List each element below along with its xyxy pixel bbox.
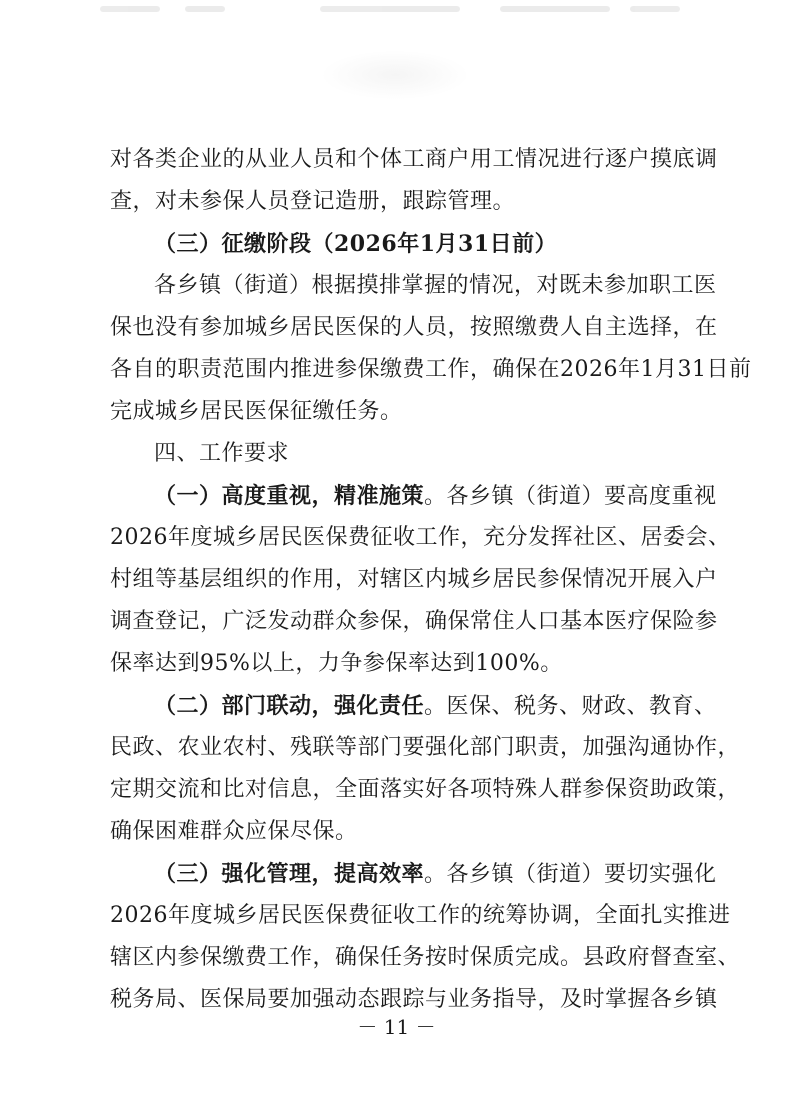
bleed-through-header [90, 0, 690, 28]
section-heading-collection-stage: （三）征缴阶段（2026年1月31日前） [154, 231, 558, 257]
body-line-16: 定期交流和比对信息，全面落实好各项特殊人群参保资助政策， [110, 777, 741, 802]
paragraph-1-first-line [110, 481, 717, 512]
paragraph-1-heading: （一）高度重视，精准施策 [154, 483, 425, 509]
paragraph-1-lead: 。各乡镇（街道）要高度重视 [424, 484, 717, 509]
paragraph-2-lead: 。医保、税务、财政、教育、 [424, 694, 717, 719]
paragraph-3-first-line [110, 859, 717, 890]
body-line-11: 村组等基层组织的作用，对辖区内城乡居民参保情况开展入户 [110, 567, 718, 592]
body-line-13: 保率达到95%以上，力争参保率达到100%。 [110, 651, 563, 676]
paragraph-2-first-line [110, 691, 717, 722]
paragraph-2-heading: （二）部门联动，强化责任 [154, 693, 425, 719]
body-line-4: 各乡镇（街道）根据摸排掌握的情况，对既未参加职工医 [154, 273, 717, 298]
paragraph-3-lead: 。各乡镇（街道）要切实强化 [424, 862, 717, 887]
body-line-15: 民政、农业农村、残联等部门要强化部门职责，加强沟通协作， [110, 735, 741, 760]
body-line-10: 2026年度城乡居民医保费征收工作，充分发挥社区、居委会、 [110, 525, 731, 550]
body-line-19: 2026年度城乡居民医保费征收工作的统筹协调，全面扎实推进 [110, 903, 731, 928]
body-line-12: 调查登记，广泛发动群众参保，确保常住人口基本医疗保险参 [110, 609, 718, 634]
section-heading-work-requirements: 四、工作要求 [154, 441, 290, 466]
body-line-2: 查，对未参保人员登记造册，跟踪管理。 [110, 189, 516, 214]
body-line-5: 保也没有参加城乡居民医保的人员，按照缴费人自主选择，在 [110, 315, 718, 340]
body-line-6: 各自的职责范围内推进参保缴费工作，确保在2026年1月31日前 [110, 357, 752, 382]
body-line-1: 对各类企业的从业人员和个体工商户用工情况进行逐户摸底调 [110, 147, 718, 172]
body-line-21: 税务局、医保局要加强动态跟踪与业务指导，及时掌握各乡镇 [110, 987, 718, 1012]
bleed-through-mark [320, 50, 470, 100]
page-number: － 11 － [357, 1015, 436, 1039]
body-line-7: 完成城乡居民医保征缴任务。 [110, 399, 403, 424]
paragraph-3-heading: （三）强化管理，提高效率 [154, 861, 425, 887]
body-line-20: 辖区内参保缴费工作，确保任务按时保质完成。县政府督查室、 [110, 945, 741, 970]
body-line-17: 确保困难群众应保尽保。 [110, 819, 358, 844]
